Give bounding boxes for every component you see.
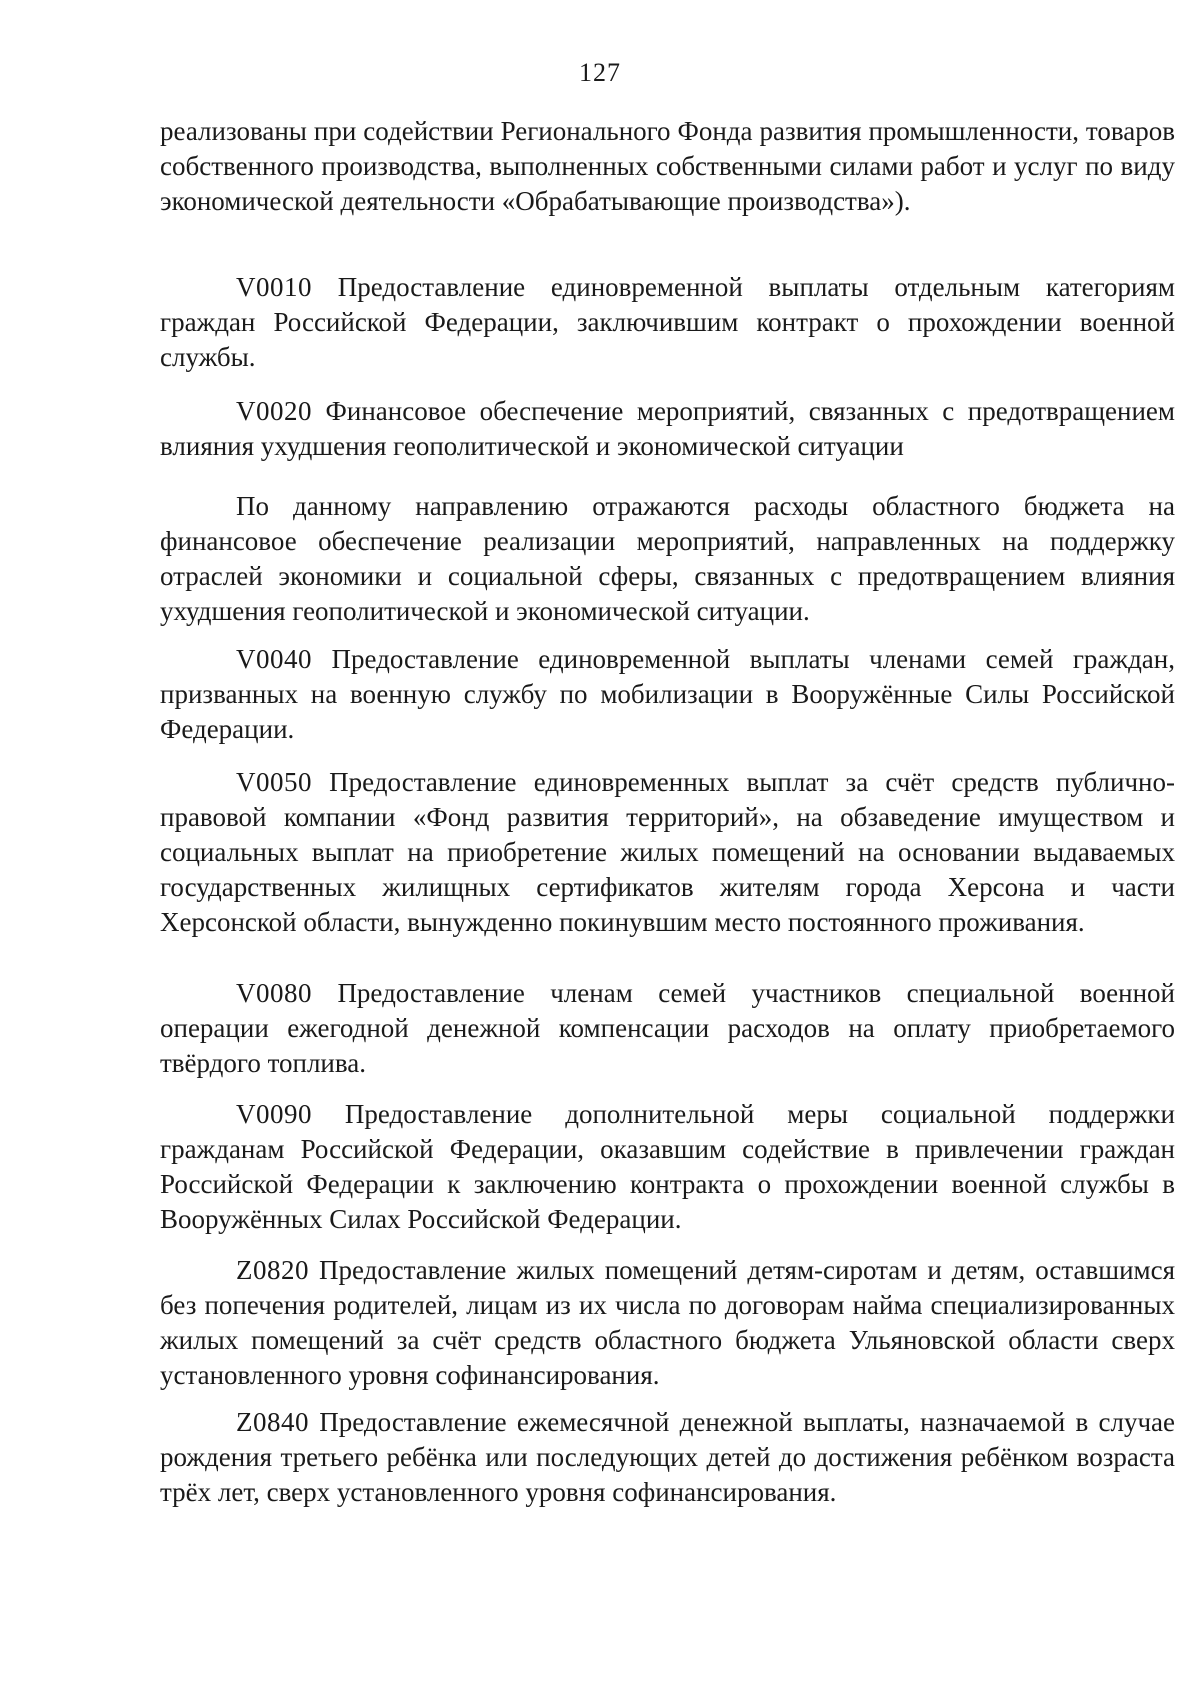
paragraph-text: Предоставление дополнительной меры социальной поддержки гражданам Российской Федерации, оказавшим содействие в привлечении граждан Российской Федерации к заключению контракта о прохождении военной службы в Вооружённых Силах Российской Федерации. <box>160 1099 1175 1234</box>
paragraph-text: Предоставление единовременной выплаты членами семей граждан, призванных на военную службу по мобилизации в Вооружённые Силы Российской Федерации. <box>160 644 1175 744</box>
paragraph-text: Предоставление членам семей участников специальной военной операции ежегодной денежной компенсации расходов на оплату приобретаемого твёрдого топлива. <box>160 978 1175 1078</box>
budget-code: V0090 <box>236 1099 312 1129</box>
budget-code: V0050 <box>236 767 312 797</box>
paragraph-v0090 <box>160 1097 1175 1237</box>
budget-code: V0040 <box>236 644 312 674</box>
paragraph-z0840 <box>160 1405 1175 1510</box>
paragraph-v0040 <box>160 642 1175 747</box>
paragraph-v0050 <box>160 765 1175 940</box>
paragraph-continuation <box>160 114 1175 219</box>
paragraph-z0820 <box>160 1253 1175 1393</box>
paragraph-text: Предоставление единовременных выплат за счёт средств публично-правовой компании «Фонд развития территорий», на обзаведение имуществом и социальных выплат на приобретение жилых помещений на основании выдаваемых государственных жилищных сертификатов жителям города Херсона и части Херсонской области, вынужденно покинувшим место постоянного проживания. <box>160 767 1175 937</box>
paragraph-text: реализованы при содействии Регионального Фонда развития промышленности, товаров собственного производства, выполненных собственными силами работ и услуг по виду экономической деятельности «Обрабатывающие производства»). <box>160 116 1175 216</box>
budget-code: V0080 <box>236 978 312 1008</box>
page-number: 127 <box>579 58 621 87</box>
paragraph-text: Предоставление ежемесячной денежной выплаты, назначаемой в случае рождения третьего ребёнка или последующих детей до достижения ребёнком возраста трёх лет, сверх установленного уровня софинансирования. <box>160 1407 1175 1507</box>
budget-code: Z0820 <box>236 1255 309 1285</box>
paragraph-v0020-description <box>160 489 1175 629</box>
budget-code: V0010 <box>236 272 312 302</box>
paragraph-text: Предоставление единовременной выплаты отдельным категориям граждан Российской Федерации, заключившим контракт о прохождении военной службы. <box>160 272 1175 372</box>
paragraph-text: Предоставление жилых помещений детям-сиротам и детям, оставшимся без попечения родителей, лицам из их числа по договорам найма специализированных жилых помещений за счёт средств областного бюджета Ульяновской области сверх установленного уровня софинансирования. <box>160 1255 1176 1390</box>
paragraph-text: По данному направлению отражаются расходы областного бюджета на финансовое обеспечение реализации мероприятий, направленных на поддержку отраслей экономики и социальной сферы, связанных с предотвращением влияния ухудшения геополитической и экономической ситуации. <box>160 491 1175 626</box>
budget-code: Z0840 <box>236 1407 309 1437</box>
paragraph-v0080 <box>160 976 1175 1081</box>
paragraph-v0010 <box>160 270 1175 375</box>
budget-code: V0020 <box>236 396 312 426</box>
paragraph-text: Финансовое обеспечение мероприятий, связанных с предотвращением влияния ухудшения геополитической и экономической ситуации <box>160 396 1176 461</box>
paragraph-v0020 <box>160 394 1175 464</box>
